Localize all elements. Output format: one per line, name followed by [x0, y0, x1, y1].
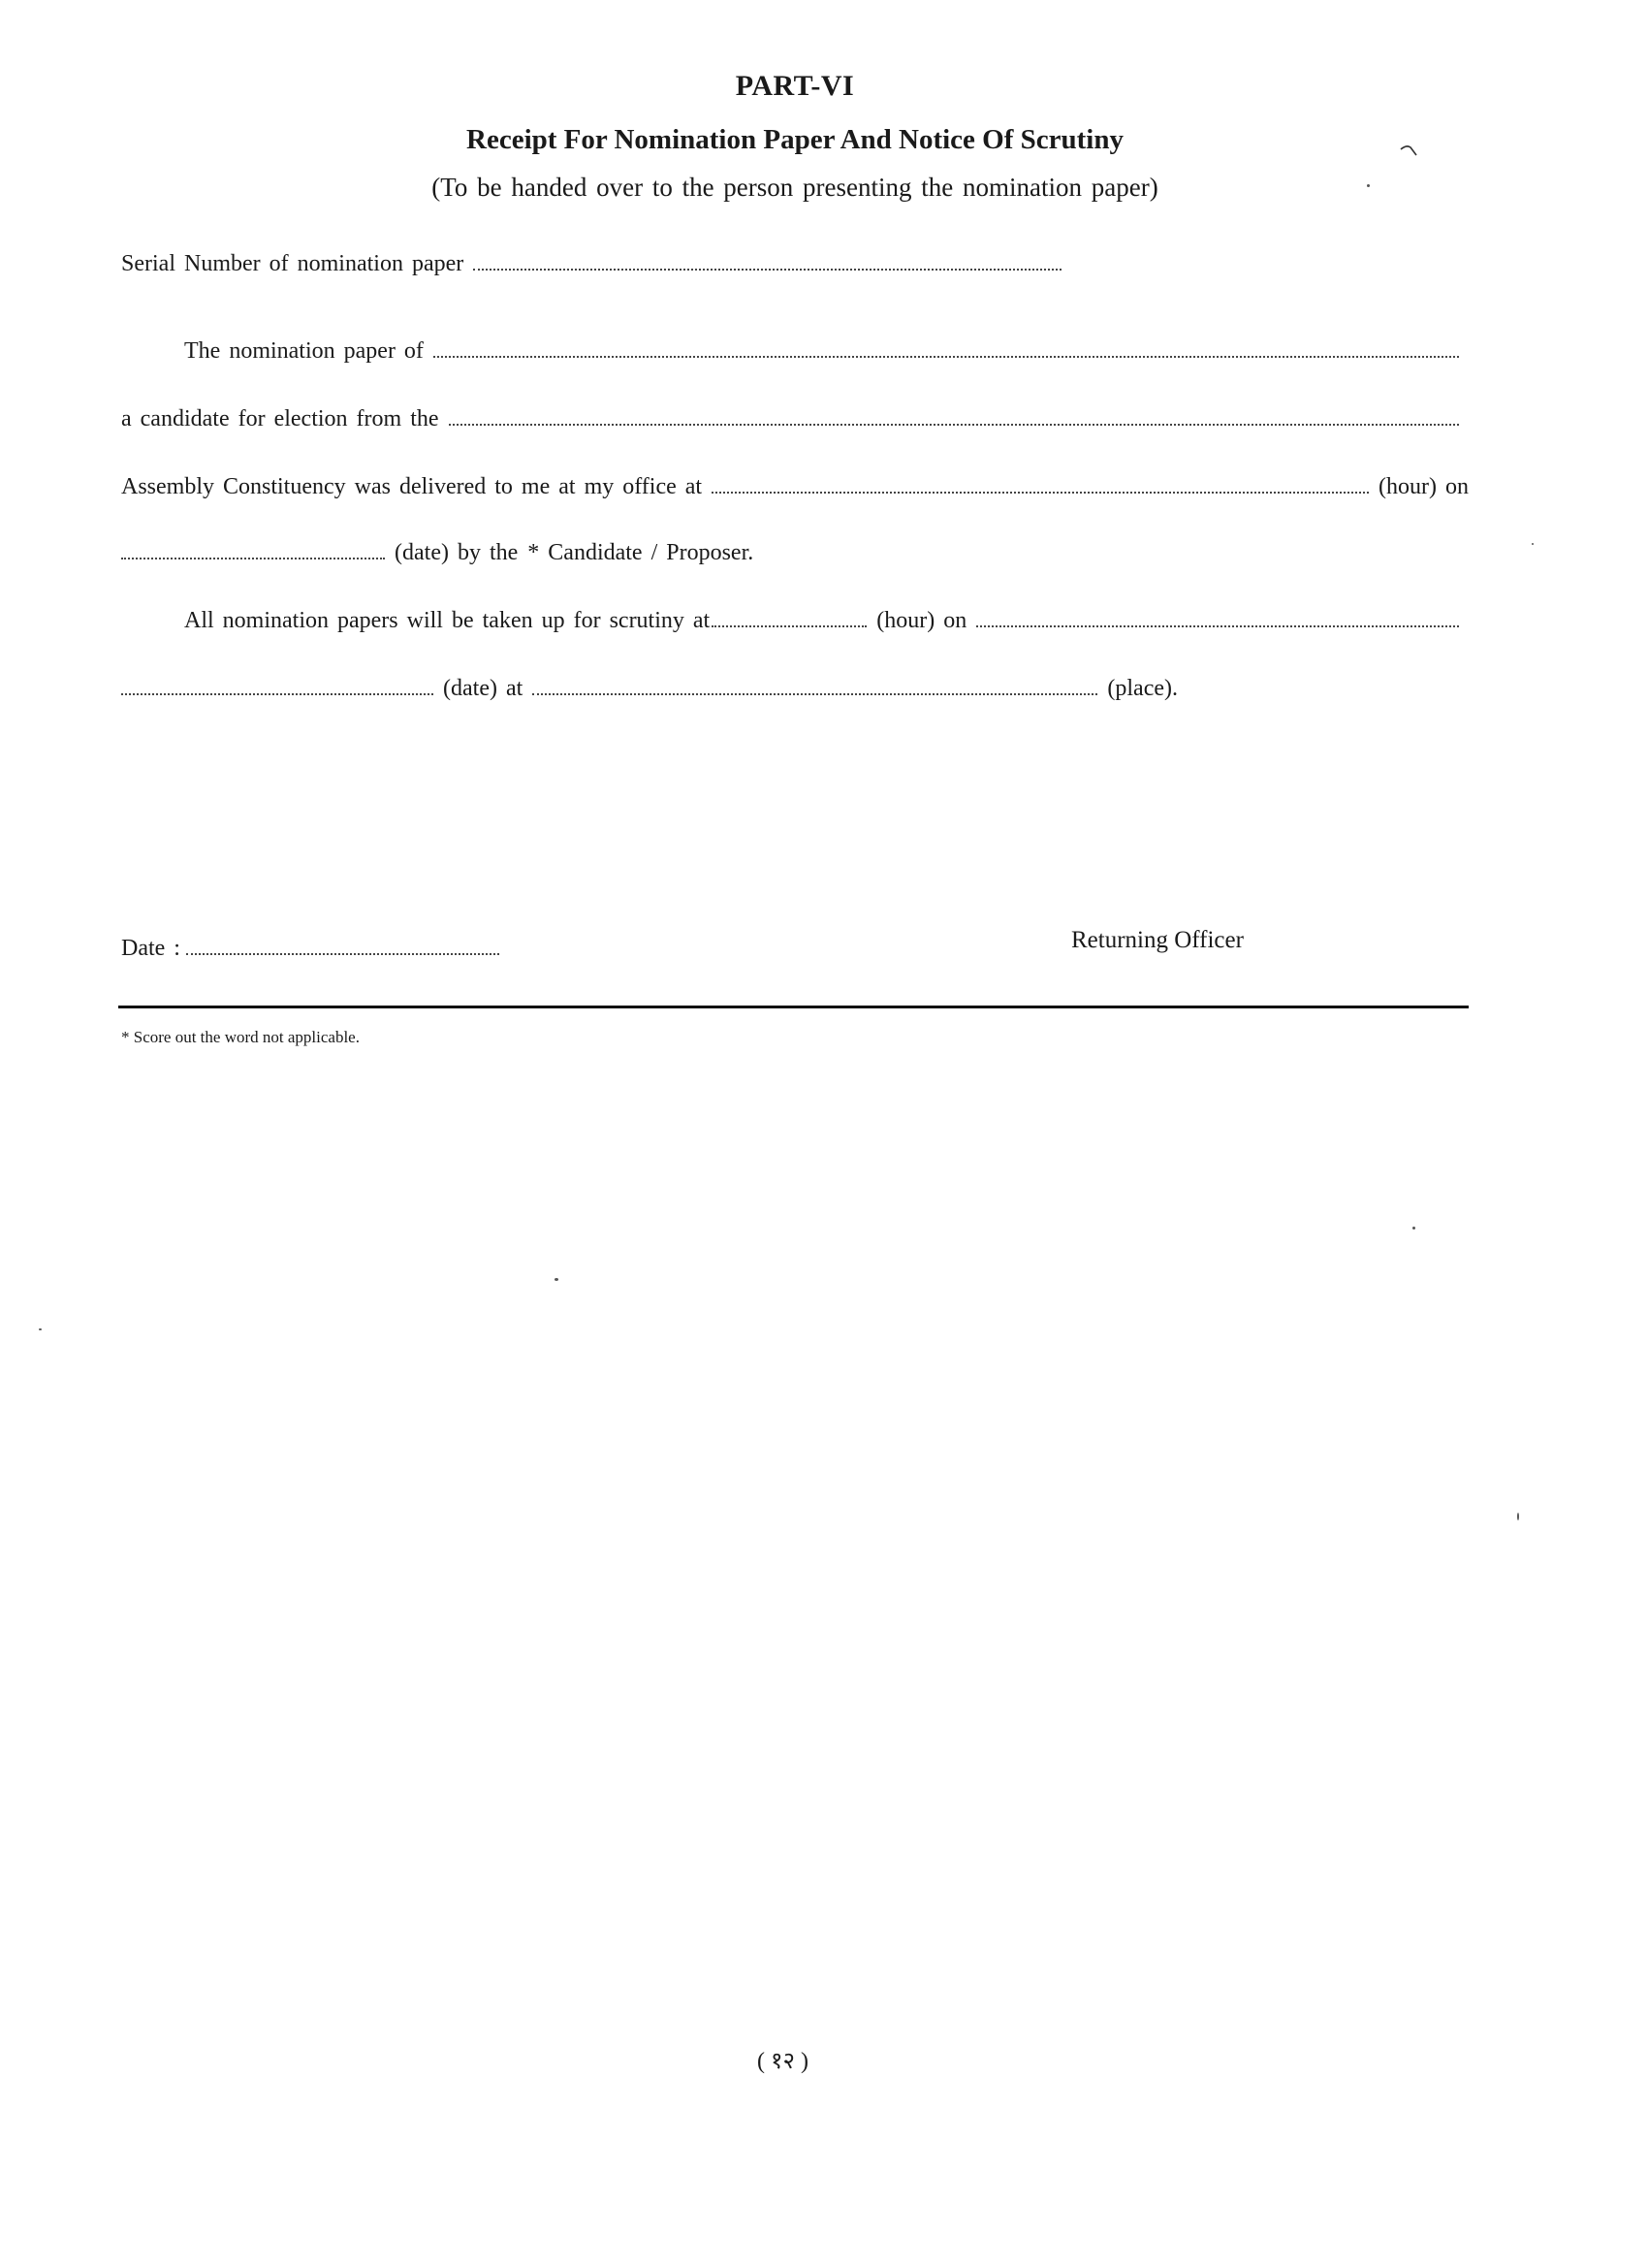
delivery-label: Assembly Constituency was delivered to me at my office at [121, 474, 703, 499]
scrutiny-place-field[interactable] [532, 691, 1097, 695]
form-instruction: (To be handed over to the person presenting the nomination paper) [431, 173, 1158, 202]
scan-speck [39, 1328, 42, 1330]
scrutiny-date-field[interactable] [121, 691, 433, 695]
delivery-row [121, 465, 1469, 500]
delivery-date-label: (date) by the [395, 540, 519, 565]
delivery-hour-label: (hour) on [1379, 474, 1469, 499]
footnote: * Score out the word not applicable. [121, 1028, 360, 1046]
candidate-name-field[interactable] [433, 354, 1459, 358]
scan-speck [1367, 184, 1370, 187]
scrutiny-date-row [121, 667, 1178, 702]
stray-mark-icon [1399, 144, 1420, 157]
form-title: Receipt For Nomination Paper And Notice Of Scrutiny [466, 124, 1124, 155]
scrutiny-row [184, 599, 1469, 634]
serial-number-label: Serial Number of nomination paper [121, 251, 464, 276]
delivery-date-field[interactable] [121, 556, 385, 559]
delivery-hour-field[interactable] [712, 490, 1369, 494]
scrutiny-date-label: (date) at [443, 676, 523, 701]
date-field[interactable] [186, 951, 499, 955]
constituency-field[interactable] [449, 422, 1459, 426]
serial-number-row [121, 242, 1071, 277]
candidate-proposer-option[interactable]: * Candidate / Proposer. [527, 540, 754, 565]
delivery-date-row [121, 531, 1469, 566]
nomination-of-row [184, 330, 1469, 365]
footnote-divider [118, 1006, 1469, 1008]
nomination-of-label: The nomination paper of [184, 338, 424, 364]
page-number: ( १२ ) [757, 2049, 808, 2074]
scan-speck [1517, 1513, 1519, 1520]
date-row [121, 927, 509, 962]
scrutiny-hour-field[interactable] [712, 623, 867, 627]
scrutiny-place-label: (place). [1107, 676, 1178, 701]
scan-speck [1532, 543, 1534, 545]
scrutiny-hour-label: (hour) on [876, 608, 967, 633]
constituency-row [121, 398, 1469, 432]
part-heading: PART-VI [735, 70, 855, 102]
scrutiny-day-field[interactable] [976, 623, 1459, 627]
scan-speck [1412, 1227, 1415, 1230]
returning-officer-label: Returning Officer [1071, 927, 1244, 953]
scrutiny-label: All nomination papers will be taken up for scrutiny at [184, 608, 711, 633]
constituency-label: a candidate for election from the [121, 406, 439, 431]
scan-speck [555, 1278, 558, 1281]
date-label: Date : [121, 936, 180, 961]
serial-number-field[interactable] [473, 267, 1062, 271]
